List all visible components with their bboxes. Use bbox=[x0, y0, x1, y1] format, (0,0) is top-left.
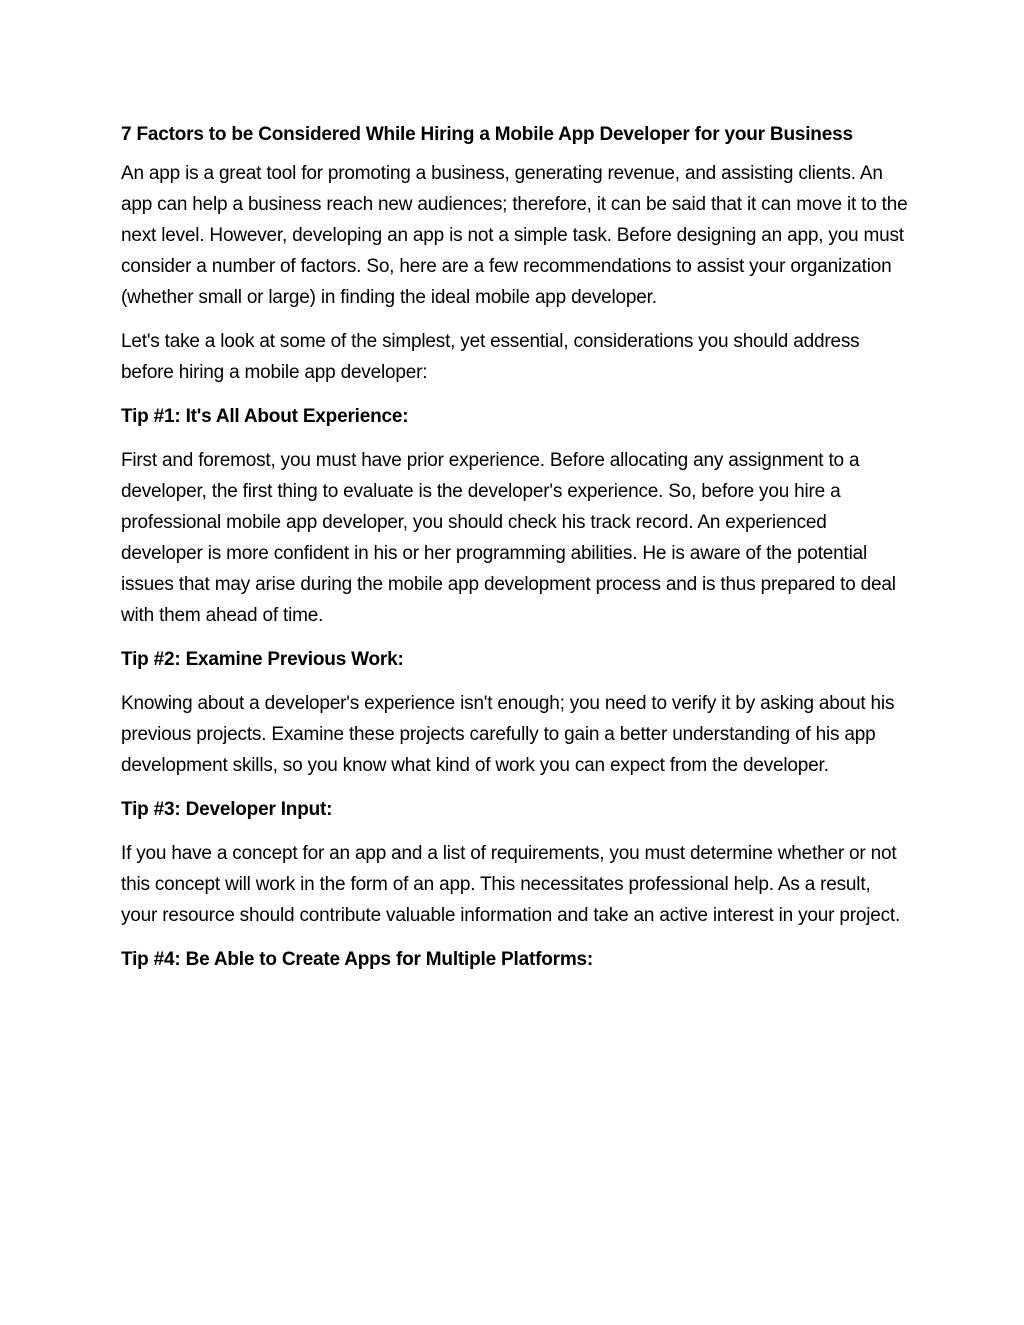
document-title: 7 Factors to be Considered While Hiring a Mobile App Developer for your Business bbox=[121, 124, 853, 145]
tip-2-heading: Tip #2: Examine Previous Work: bbox=[121, 649, 404, 670]
tip-1-heading: Tip #1: It's All About Experience: bbox=[121, 406, 409, 427]
tip-3-heading: Tip #3: Developer Input: bbox=[121, 799, 333, 820]
document-page bbox=[121, 119, 911, 988]
tip-2-body: Knowing about a developer's experience isn't enough; you need to verify it by asking about his previous projects. Examine these projects carefully to gain a better understanding of his app development skills, so you know what kind of work you can expect from the developer. bbox=[121, 693, 895, 776]
lead-in-paragraph: Let's take a look at some of the simplest, yet essential, considerations you should address before hiring a mobile app developer: bbox=[121, 331, 860, 383]
intro-paragraph: An app is a great tool for promoting a business, generating revenue, and assisting clients. An app can help a business reach new audiences; therefore, it can be said that it can move it to the next level. However, developing an app is not a simple task. Before designing an app, you must consider a number of factors. So, here are a few recommendations to assist your organization (whether small or large) in finding the ideal mobile app developer. bbox=[121, 163, 908, 308]
tip-1-body: First and foremost, you must have prior experience. Before allocating any assignment to a developer, the first thing to evaluate is the developer's experience. So, before you hire a professional mobile app developer, you should check his track record. An experienced developer is more confident in his or her programming abilities. He is aware of the potential issues that may arise during the mobile app development process and is thus prepared to deal with them ahead of time. bbox=[121, 450, 896, 626]
tip-3-body: If you have a concept for an app and a list of requirements, you must determine whether or not this concept will work in the form of an app. This necessitates professional help. As a result, your resource should contribute valuable information and take an active interest in your project. bbox=[121, 843, 901, 926]
tip-4-heading: Tip #4: Be Able to Create Apps for Multiple Platforms: bbox=[121, 949, 594, 970]
